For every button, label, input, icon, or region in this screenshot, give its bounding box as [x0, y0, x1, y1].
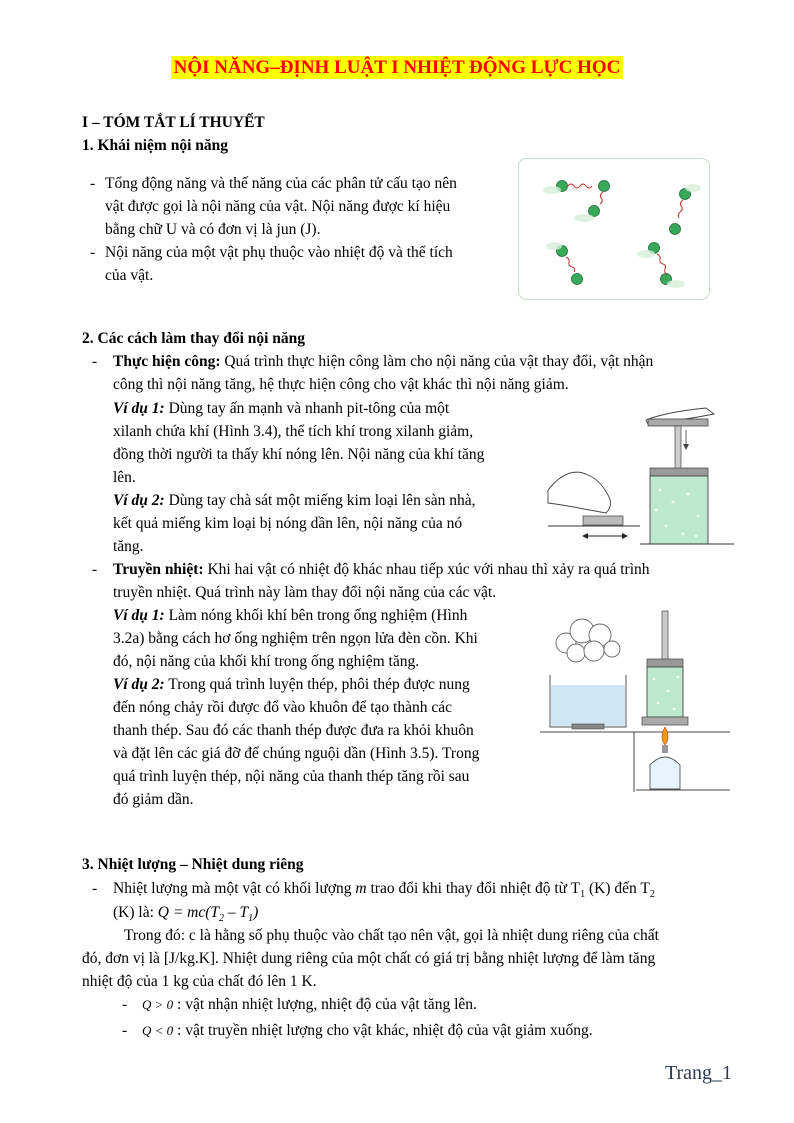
heat-transfer-figure: [538, 605, 734, 793]
heat-line: Truyền nhiệt: Khi hai vật có nhiệt độ khác nhau tiếp xúc với nhau thì xảy ra quá trình: [113, 561, 650, 578]
title-text: NỘI NĂNG–ĐỊNH LUẬT I NHIỆT ĐỘNG LỰC HỌC: [171, 56, 624, 79]
work-figure: [538, 398, 738, 548]
example-line: Ví dụ 2: Dùng tay chà sát một miếng kim loại lên sàn nhà,: [113, 492, 476, 509]
bullet-dash: -: [92, 353, 98, 370]
text-line: tăng.: [113, 538, 144, 555]
page-number: Trang_1: [665, 1062, 733, 1084]
text-line: nhiệt độ của 1 kg của chất đó lên 1 K.: [82, 973, 317, 990]
example-line: Ví dụ 2: Trong quá trình luyện thép, phôi thép được nung: [113, 676, 470, 693]
bullet-dash: -: [92, 880, 98, 897]
section-heading: I – TÓM TẮT LÍ THUYẾT: [82, 114, 265, 131]
text-line: xilanh chứa khí (Hình 3.4), thể tích khí trong xilanh giảm,: [113, 423, 474, 440]
text-line: Nội năng của một vật phụ thuộc vào nhiệt độ và thể tích: [105, 244, 453, 261]
formula-line: (K) là: $Q = mc(T_2 - T_1)$: [113, 904, 259, 925]
text-line: kết quả miếng kim loại bị nóng dần lên, nội năng của nó: [113, 515, 463, 532]
text-line: đó, đơn vị là [J/kg.K]. Nhiệt dung riêng của một chất có giá trị bằng nhiệt lượng để làm tăng: [82, 950, 656, 967]
text-line: vật được gọi là nội năng của vật. Nội năng được kí hiệu: [105, 198, 451, 215]
text-line: thanh thép. Sau đó các thanh thép được đưa ra khỏi khuôn: [113, 722, 474, 739]
text-line: Tổng động năng và thế năng của các phân tử cấu tạo nên: [105, 175, 457, 192]
text-line: công thì nội năng tăng, hệ thực hiện công cho vật khác thì nội năng giảm.: [113, 376, 569, 393]
example-line: Ví dụ 1: Làm nóng khối khí bên trong ống nghiệm (Hình: [113, 607, 468, 624]
bullet-dash: -: [92, 561, 98, 578]
bullet-dash: -: [90, 244, 96, 261]
text-line: đó giảm dần.: [113, 791, 194, 808]
bullet-dash: -: [122, 996, 128, 1013]
text-line: truyền nhiệt. Quá trình này làm thay đổi nội năng của các vật.: [113, 584, 497, 601]
subheading-internal-energy: 1. Khái niệm nội năng: [82, 137, 228, 154]
text-line: và đặt lên các giá đỡ để chúng nguội dần (Hình 3.5). Trong: [113, 745, 480, 762]
q-negative-line: Q < 0 : vật truyền nhiệt lượng cho vật khác, nhiệt độ của vật giảm xuống.: [142, 1022, 593, 1039]
bullet-dash: -: [90, 175, 96, 192]
text-line: 3.2a) bằng cách hơ ống nghiệm trên ngọn lửa đèn cồn. Khi: [113, 630, 478, 647]
text-line: đến nóng chảy rồi được đổ vào khuôn để tạo thành các: [113, 699, 452, 716]
subheading-change-methods: 2. Các cách làm thay đổi nội năng: [82, 330, 306, 347]
text-line: của vật.: [105, 267, 154, 284]
heat-formula: $Q = mc(T_2 - T_1)$: [157, 904, 259, 925]
page-title: [0, 57, 794, 79]
subheading-heat: 3. Nhiệt lượng – Nhiệt dung riêng: [82, 856, 304, 873]
q-positive-line: Q > 0 : vật nhận nhiệt lượng, nhiệt độ của vật tăng lên.: [142, 996, 477, 1013]
text-line: quá trình luyện thép, nội năng của thanh thép tăng rồi sau: [113, 768, 470, 785]
text-line: Trong đó: c là hằng số phụ thuộc vào chất tạo nên vật, gọi là nhiệt dung riêng của chất: [124, 927, 659, 944]
text-line: lên.: [113, 469, 136, 486]
molecules-figure: [518, 158, 710, 300]
text-line: đồng thời người ta thấy khí nóng lên. Nội năng của khí tăng: [113, 446, 485, 463]
work-line: Thực hiện công: Quá trình thực hiện công làm cho nội năng của vật thay đổi, vật nhận: [113, 353, 654, 370]
text-line: bằng chữ U và có đơn vị là jun (J).: [105, 221, 321, 238]
bullet-dash: -: [122, 1022, 128, 1039]
heat-def-line: Nhiệt lượng mà một vật có khối lượng m trao đổi khi thay đổi nhiệt độ từ $T_1$ (K) đến $T_2$: [113, 880, 655, 901]
example-line: Ví dụ 1: Dùng tay ấn mạnh và nhanh pit-tông của một: [113, 400, 450, 417]
text-line: đó, nội năng của khối khí trong ống nghiệm tăng.: [113, 653, 420, 670]
